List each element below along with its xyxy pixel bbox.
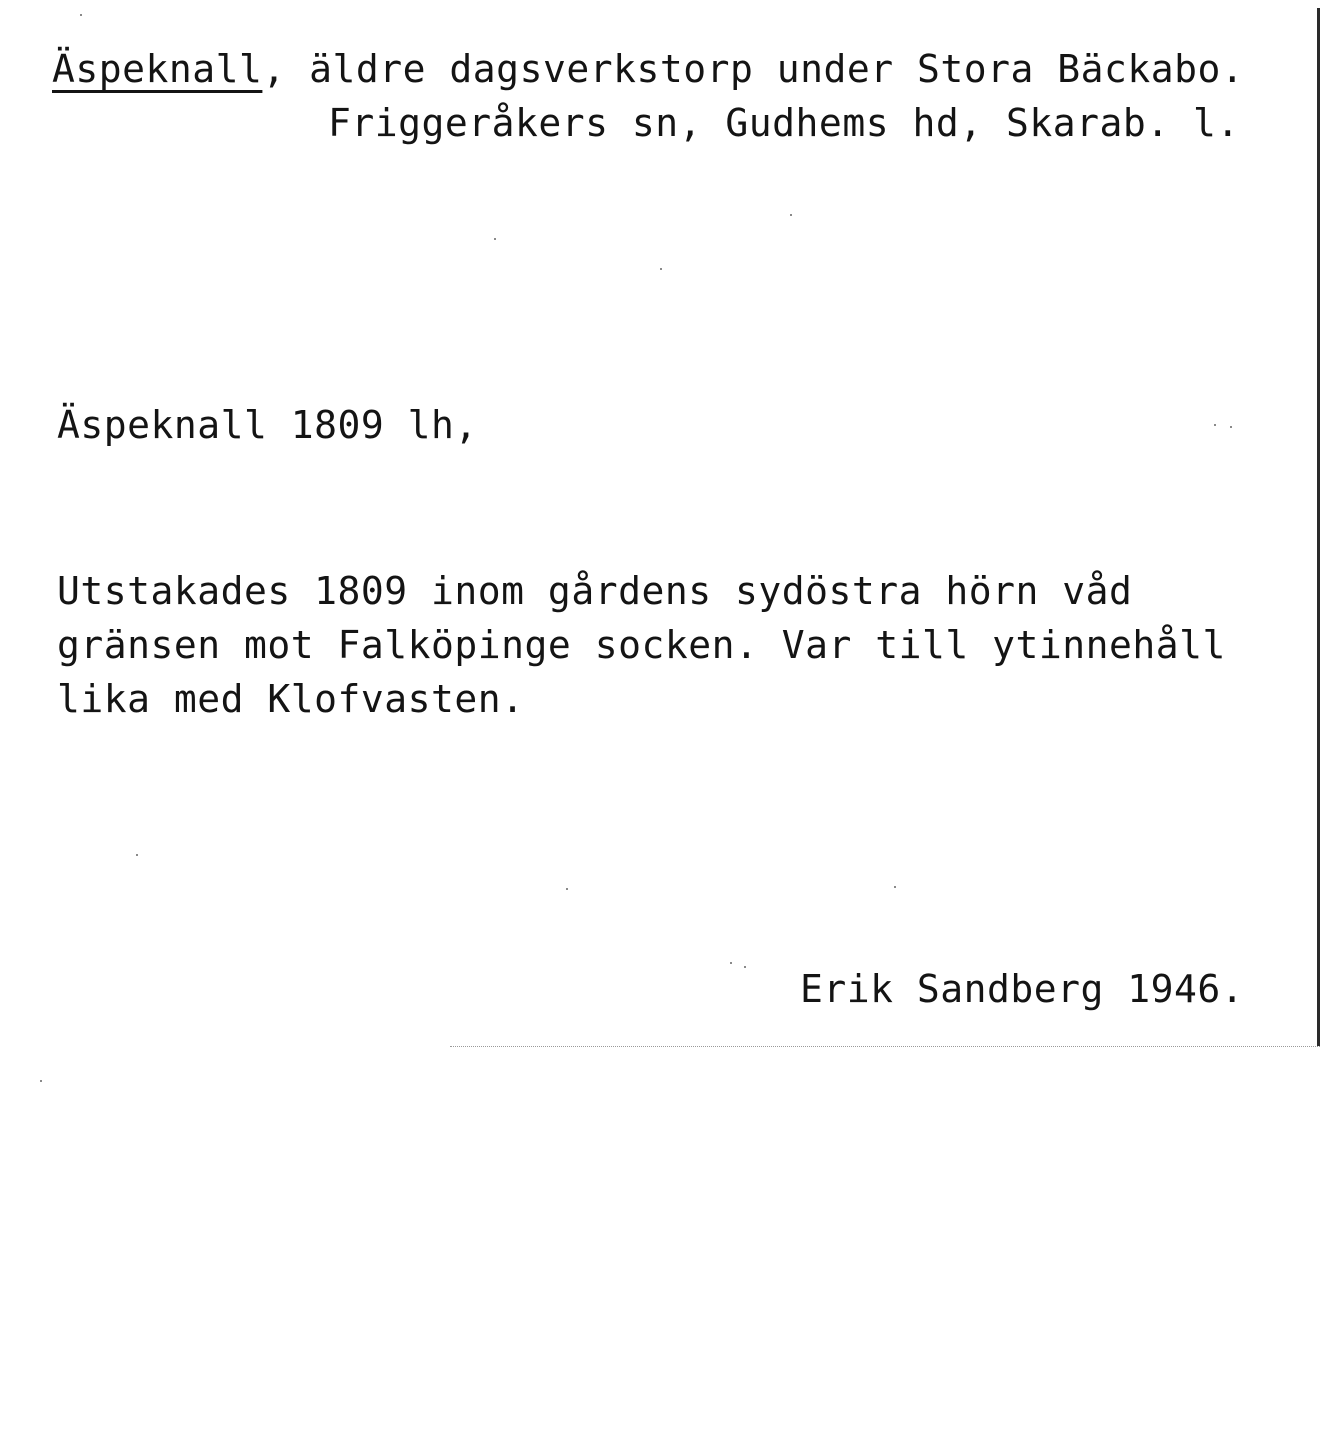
scan-speck [1230,426,1232,428]
scan-speck [136,854,138,856]
scan-speck [660,268,662,270]
heading-location: Friggeråkers sn, Gudhems hd, Skarab. l. [328,101,1240,145]
scan-speck [40,1080,42,1082]
scan-speck [744,966,746,968]
card-edge-bottom [450,1046,1320,1047]
source-reference: Äspeknall 1809 lh, [57,403,478,447]
scan-speck [566,888,568,890]
scan-speck [1214,424,1216,426]
card-edge-right [1317,8,1320,1046]
body-line-2: gränsen mot Falköpinge socken. Var till ytinnehåll [57,623,1226,667]
scan-speck [894,886,896,888]
scan-speck [80,14,82,16]
heading-line-1 [52,47,1245,91]
place-description: , äldre dagsverkstorp under Stora Bäckabo. [262,47,1245,91]
scan-speck [790,214,792,216]
place-name: Äspeknall [52,47,263,91]
scan-speck [494,238,496,240]
body-line-1: Utstakades 1809 inom gårdens sydöstra hörn våd [57,569,1133,613]
body-line-3: lika med Klofvasten. [57,677,525,721]
scan-speck [730,962,732,964]
signature: Erik Sandberg 1946. [800,967,1245,1011]
